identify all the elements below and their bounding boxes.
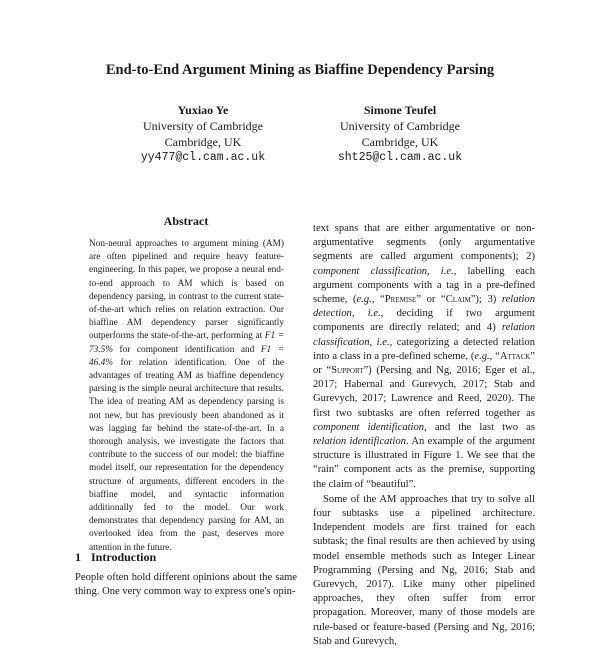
author-location: Cambridge, UK	[164, 135, 242, 149]
abstract-heading: Abstract	[163, 214, 209, 228]
author-location: Cambridge, UK	[361, 135, 439, 149]
author-name: Yuxiao Ye	[177, 103, 229, 117]
abstract-text: Non-neural approaches to argument mining (AM) are often pipelined and require heavy feature-engineering. In this paper, we propose a neural end-to-end approach to AM which is based on dependency parsing, in contrast to the current state-of-the-art which relies on relation extraction. Our biaffine AM dependency parser significantly outperforms the state-of-the-art, performing at	[89, 239, 284, 342]
intro-paragraph-left: People often hold different opinions about the same thing. One very common way to express one's opin-	[75, 572, 297, 598]
smallcaps-term: Premise	[384, 294, 417, 306]
section-number: 1	[75, 550, 81, 564]
paper-title: End-to-End Argument Mining as Biaffine Dependency Parsing	[105, 62, 495, 78]
author-affiliation: University of Cambridge	[340, 119, 460, 133]
text-run: ”) (Persing and Ng, 2016; Eger et al., 2017; Habernal and Gurevych, 2017; Stab and Gurevych, 2017; Lawrence and Reed, 2020). The first two subtasks are often referred together as	[313, 365, 535, 419]
author-email: sht25@cl.cam.ac.uk	[337, 151, 463, 164]
text-run: , deciding if two argument components are directly related; and 4)	[313, 308, 535, 334]
author-name: Simone Teufel	[363, 103, 437, 117]
text-run: , and the last two as	[424, 421, 535, 433]
intro-paragraph-pipelined: Some of the AM approaches that try to solve all four subtasks use a pipelined architecture. Independent models are first trained for each subtask; the final results are then achieved by using model ensemble methods such as Integer Linear Programming (Persing and Ng, 2016; Stab and Gurevych, 2017). Like many other pipelined approaches, they often suffer from error propagation. Moreover, many of those models are rule-based or feature-based (Persing and Ng, 2016; Stab and Gurevych,	[313, 493, 535, 647]
text-run: , “	[489, 350, 500, 362]
text-run: . An example of the argument structure is illustrated in Figure 1. We see that the “rain” component acts as the premise, supporting the claim of “beautiful”.	[313, 436, 536, 490]
section-title: Introduction	[91, 550, 157, 564]
author-block-teufel	[290, 102, 510, 166]
italic-term: e.g.	[474, 350, 490, 362]
italic-term: component classification, i.e.	[313, 265, 454, 277]
italic-term: relation classification, i.e.	[313, 322, 535, 348]
section-heading-introduction	[75, 550, 156, 565]
text-run: , “	[371, 294, 385, 306]
text-run: ” or “	[313, 350, 535, 377]
abstract-f1-component: F1 = 73.5%	[89, 331, 284, 355]
right-column	[313, 222, 535, 649]
text-run: , categorizing a detected relation into a class in a pre-defined scheme, (	[313, 336, 535, 362]
text-run: , labelling each argument components with a tag in a pre-defined scheme, (	[313, 265, 535, 306]
smallcaps-term: Attack	[499, 350, 531, 362]
italic-term: e.g.	[356, 294, 372, 306]
intro-paragraph-subtasks	[313, 222, 535, 492]
abstract-body	[89, 238, 284, 555]
italic-term: component identification	[313, 421, 425, 433]
author-email: yy477@cl.cam.ac.uk	[140, 151, 266, 164]
abstract-f1-relation: F1 = 46.4%	[89, 344, 284, 368]
text-run: ”); 3)	[470, 294, 502, 306]
text-run: text spans that are either argumentative or non-argumentative segments (only argumentative segments are called argument components); 2)	[313, 223, 535, 263]
author-affiliation: University of Cambridge	[143, 119, 263, 133]
italic-term: relation identification	[313, 436, 406, 448]
author-block-ye	[93, 102, 313, 166]
italic-term: relation detection, i.e.	[313, 294, 536, 320]
abstract-text: for relation identification. One of the advantages of treating AM as biaffine dependency parsing is the simple neural architecture that results. The idea of treating AM as dependency parsing is not new, but has previously been abandoned as it was lagging far behind the state-of-the-art. In a thorough analysis, we investigate the factors that contribute to the success of our model: the biaffine model itself, our representation for the dependency structure of arguments, different encoders in the biaffine model, and syntactic information additionally fed to the model. Our work demonstrates that dependency parsing for AM, an overlooked idea from the past, deserves more attention in the future.	[89, 357, 284, 553]
text-run: ” or “	[416, 294, 446, 306]
abstract-text: for component identification and	[113, 344, 261, 355]
smallcaps-term: Support	[331, 365, 364, 377]
smallcaps-term: Claim	[445, 294, 471, 306]
